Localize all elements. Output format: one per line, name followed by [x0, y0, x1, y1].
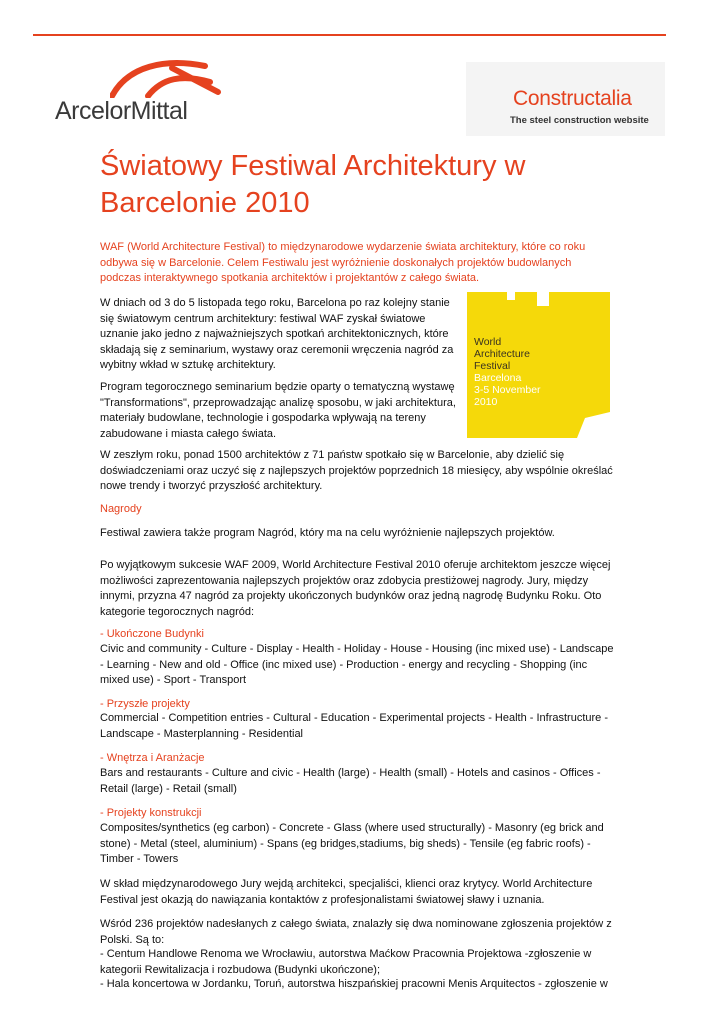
section-heading-nagrody: Nagrody	[100, 503, 142, 515]
poster-line-1: World	[474, 336, 502, 348]
header-rule	[33, 34, 666, 36]
paragraph-6: W skład międzynarodowego Jury wejdą architekci, specjaliści, klienci oraz krytycy. World Architecture Festival jest okazją do nawiązania kontaktów z profesjonalistami światowej sławy i uznania.	[100, 878, 593, 906]
category-heading-3: - Wnętrza i Aranżacje	[100, 752, 205, 764]
constructalia-wordmark: Constructalia	[513, 87, 632, 110]
category-heading-2: - Przyszłe projekty	[100, 698, 190, 710]
arcelormittal-wordmark: ArcelorMittal	[55, 97, 188, 125]
paragraph-2: Program tegorocznego seminarium będzie oparty o tematyczną wystawę "Transformations", przeprowadzając analizę sposobu, w jaki architektura, materiały budowlane, technologie i gospodarka wpływają na tereny zabudowane i miasta całego świata.	[100, 381, 456, 440]
waf-poster-image	[467, 292, 610, 438]
paragraph-7-item-2: - Hala koncertowa w Jordanku, Toruń, autorstwa hiszpańskiej pracowni Menis Arquitectos - zgłoszenie w	[100, 978, 608, 990]
poster-line-6: 2010	[474, 396, 498, 408]
paragraph-1: W dniach od 3 do 5 listopada tego roku, Barcelona po raz kolejny stanie się światowym centrum architektury: festiwal WAF zyskał światowe uznanie jako jedno z najważniejszych spotkań architektonicznych, które składają się z seminarium, wystawy oraz ceremonii wręczenia nagród za wybitny wkład w sztukę architektury.	[100, 297, 454, 371]
page-title: Światowy Festiwal Architektury w Barcelonie 2010	[100, 150, 526, 219]
lead-paragraph: WAF (World Architecture Festival) to międzynarodowe wydarzenie świata architektury, które co roku odbywa się w Barcelonie. Celem Festiwalu jest wyróżnienie doskonałych projektów budowlanych podczas interaktywnego spotkania architektów i projektantów z całego świata.	[100, 241, 586, 284]
category-items-2: Commercial - Competition entries - Cultural - Education - Experimental projects - Health - Infrastructure - Landscape - Masterplanning - Residential	[100, 712, 609, 740]
poster-line-2: Architecture	[474, 348, 531, 360]
constructalia-tagline: The steel construction website	[510, 115, 649, 126]
paragraph-5: Po wyjątkowym sukcesie WAF 2009, World Architecture Festival 2010 oferuje architektom jeszcze więcej możliwości zaprezentowania najlepszych projektów oraz zdobycia prestiżowej nagrody. Jury, między innymi, przyzna 47 nagród za projekty ukończonych budynków oraz jedną nagrodę Budynku Roku. Oto kategorie tegorocznych nagród:	[100, 559, 611, 618]
category-heading-1: - Ukończone Budynki	[100, 628, 204, 640]
paragraph-7-item-1: - Centum Handlowe Renoma we Wrocławiu, autorstwa Maćkow Pracownia Projektowa -zgłoszenie w kategorii Rewitalizacja i rozbudowa (Budynki ukończone);	[100, 948, 592, 976]
category-items-1: Civic and community - Culture - Display - Health - Holiday - House - Housing (inc mixed use) - Landscape - Learning - New and old - Office (inc mixed use) - Production - energy and recycling - Shopping (inc mixed use) - Sport - Transport	[100, 643, 614, 686]
category-items-4: Composites/synthetics (eg carbon) - Concrete - Glass (where used structurally) - Masonry (eg brick and stone) - Metal (steel, aluminium) - Spans (eg bridges,stadiums, big sheds) - Tensile (eg fabric roofs) - Timber - Towers	[100, 822, 604, 865]
paragraph-4: Festiwal zawiera także program Nagród, który ma na celu wyróżnienie najlepszych projektów.	[100, 527, 555, 539]
poster-line-4: Barcelona	[474, 372, 522, 384]
paragraph-7-intro: Wśród 236 projektów nadesłanych z całego świata, znalazły się dwa nominowane zgłoszenia projektów z Polski. Są to:	[100, 918, 612, 946]
constructalia-logo	[466, 62, 665, 136]
arcelormittal-logo	[55, 56, 225, 126]
arcelormittal-swoosh-icon	[110, 56, 230, 98]
category-items-3: Bars and restaurants - Culture and civic - Health (large) - Health (small) - Hotels and casinos - Offices - Retail (large) - Retail (small)	[100, 767, 601, 795]
poster-line-5: 3-5 November	[474, 384, 541, 396]
category-heading-4: - Projekty konstrukcji	[100, 807, 202, 819]
paragraph-3: W zeszłym roku, ponad 1500 architektów z 71 państw spotkało się w Barcelonie, aby dzielić się doświadczeniami oraz uczyć się z najlepszych projektów poprzednich 18 miesięcy, aby wspólnie określać nowe trendy i tworzyć przyszłość architektury.	[100, 449, 613, 492]
poster-line-3: Festival	[474, 360, 511, 372]
